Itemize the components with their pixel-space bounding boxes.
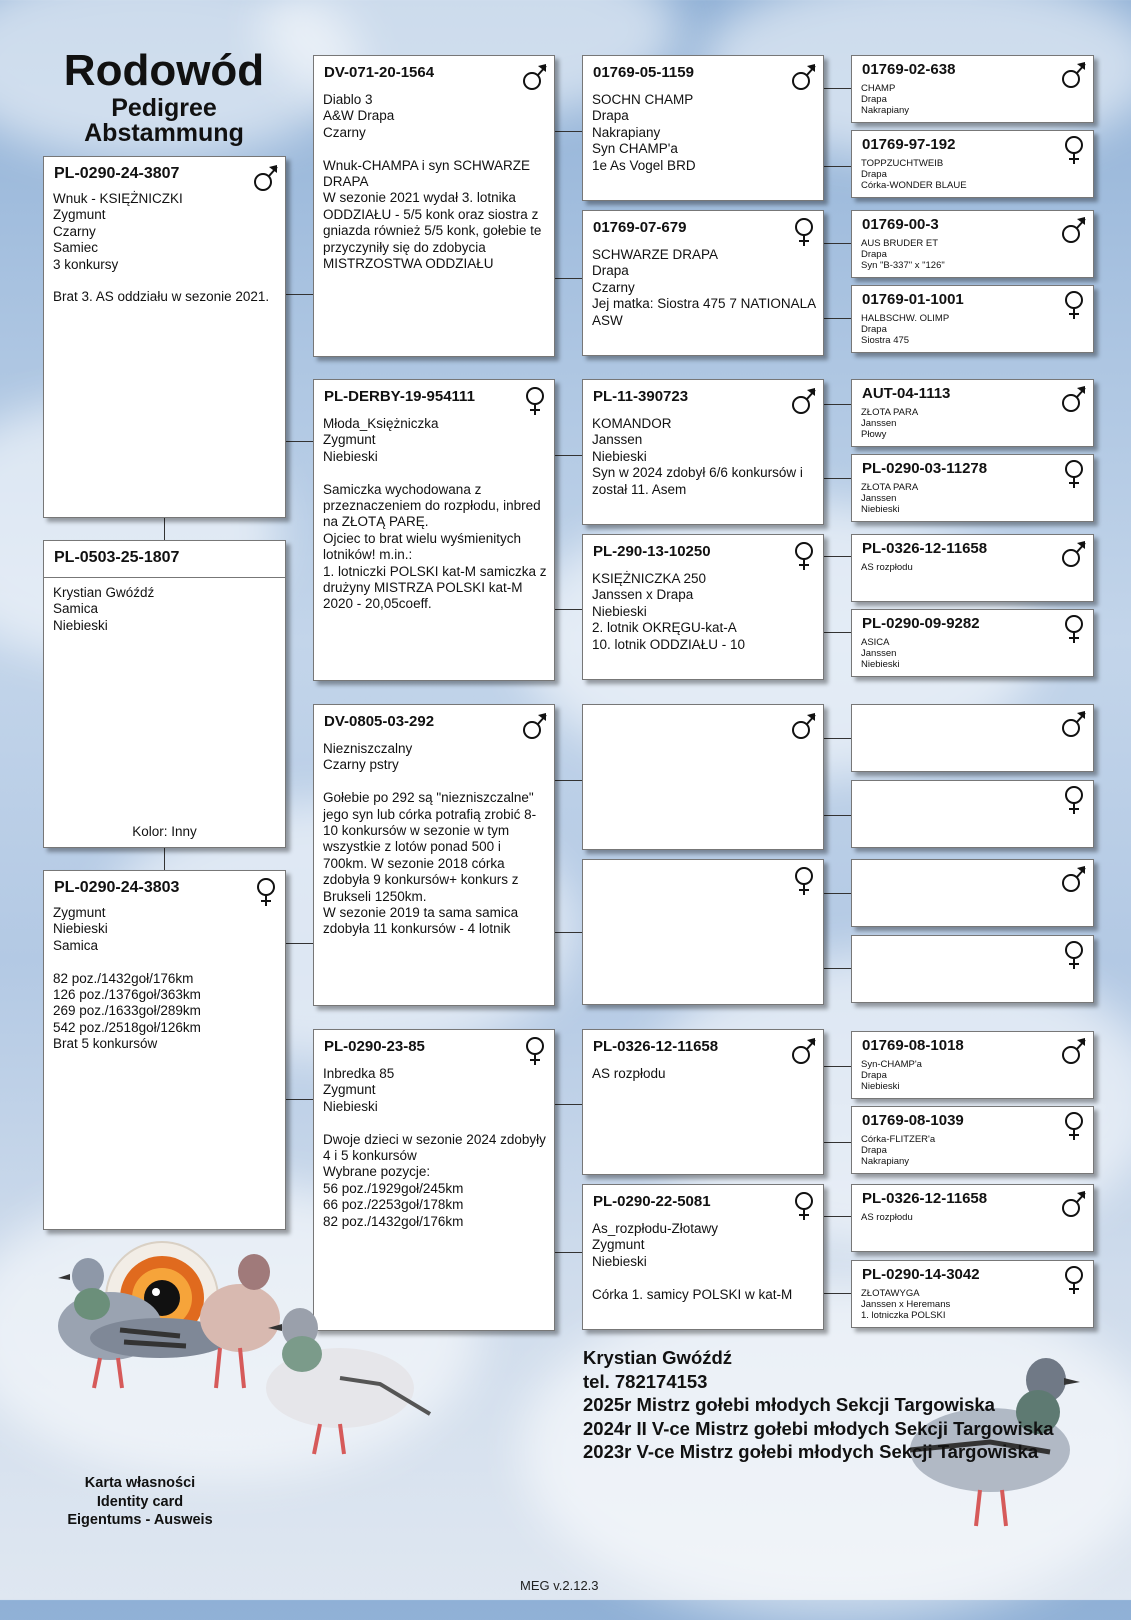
male-icon [791,1036,817,1066]
great-grandparent-ring: 01769-00-3 [862,216,939,233]
male-icon [522,62,548,92]
sibling-divider [44,577,285,578]
female-icon [791,217,817,247]
grandparent-info: AS rozpłodu [592,1066,666,1081]
great-grandparent-info: ZŁOTA PARA Janssen Niebieski [861,482,919,516]
sibling-color: Kolor: Inny [132,824,197,839]
sibling-ring: PL-0503-25-1807 [54,549,180,566]
great-grandparent-info: ASICA Janssen Niebieski [861,637,900,671]
great-grandparent-info: Córka-FLITZER'a Drapa Nakrapiany [861,1134,936,1168]
great-grandparent-ring: 01769-02-638 [862,61,956,78]
grandparent-ring: PL-0326-12-11658 [593,1038,719,1055]
sibling-info: Krystian Gwóźdź Samica Niebieski [53,585,155,633]
parent-ring: PL-DERBY-19-954111 [324,388,475,405]
great-grandparent-ring: AUT-04-1113 [862,385,951,402]
male-icon [791,711,817,741]
great-grandparent-card[interactable] [851,859,1094,927]
great-grandparent-info: ZŁOTAWYGA Janssen x Heremans 1. lotniczka POLSKI [861,1288,951,1322]
main-bird-card[interactable] [43,156,286,518]
main-bird-ring: PL-0290-24-3807 [54,165,180,182]
great-grandparent-card[interactable] [851,704,1094,772]
owner-name: Krystian Gwóźdź [583,1347,733,1368]
great-grandparent-card[interactable] [851,780,1094,848]
grandparent-card[interactable] [582,55,824,201]
sibling-card[interactable] [43,540,286,848]
great-grandparent-info: AS rozpłodu [861,562,913,573]
male-icon [253,163,279,193]
great-grandparent-card[interactable] [851,55,1094,123]
parent-ring: DV-071-20-1564 [324,64,435,81]
parent-info: Młoda_Księżniczka Zygmunt Niebieski Samiczka wychodowana z przeznaczeniem do rozpłodu, inbred na ZŁOTĄ PARĘ. Ojciec to brat wielu wyśmienitych lotników! m.in.: 1. lotniczki POLSKI kat-M samiczka z drużyny MISTRZA POLSKI kat-M 2020 - 20,05coeff. [323,416,547,612]
great-grandparent-card[interactable] [851,1031,1094,1099]
page-subtitle-en: Pedigree [111,94,217,122]
female-icon [791,1191,817,1221]
great-grandparent-card[interactable] [851,454,1094,522]
great-grandparent-card[interactable] [851,130,1094,198]
male-icon [522,711,548,741]
great-grandparent-ring: PL-0290-14-3042 [862,1266,980,1283]
grandparent-card[interactable] [582,1184,824,1330]
great-grandparent-ring: PL-0326-12-11658 [862,1190,988,1207]
parent-ring: PL-0290-23-85 [324,1038,425,1055]
second-bird-info: Zygmunt Niebieski Samica 82 poz./1432goł/176km 126 poz./1376goł/363km 269 poz./1633goł/289km 542 poz./2518goł/126km Brat 5 konkursów [53,905,201,1052]
grandparent-card[interactable] [582,704,824,850]
great-grandparent-ring: 01769-08-1018 [862,1037,964,1054]
great-grandparent-card[interactable] [851,379,1094,447]
parent-info: Diablo 3 A&W Drapa Czarny Wnuk-CHAMPA i syn SCHWARZE DRAPA W sezonie 2021 wydał 3. lotnika ODDZIAŁU - 5/5 konk oraz siostra z gniazda również 5/5 konk, gołebie te przyczyniły się do zdobycia MISTRZOSTWA ODDZIAŁU [323,92,542,272]
great-grandparent-card[interactable] [851,534,1094,602]
grandparent-info: KSIĘŻNICZKA 250 Janssen x Drapa Niebieski 2. lotnik OKRĘGU-kat-A 10. lotnik ODDZIAŁU - 10 [592,571,746,652]
great-grandparent-ring: 01769-08-1039 [862,1112,964,1129]
great-grandparent-card[interactable] [851,210,1094,278]
parent-info: Inbredka 85 Zygmunt Niebieski Dwoje dzieci w sezonie 2024 zdobyły 4 i 5 konkursów Wybrane pozycje: 56 poz./1929goł/245km 66 poz./2253goł/178km 82 poz./1432goł/176km [323,1066,546,1229]
great-grandparent-info: TOPPZUCHTWEIB Drapa Córka-WONDER BLAUE [861,158,967,192]
female-icon [1061,940,1087,970]
great-grandparent-card[interactable] [851,1260,1094,1328]
great-grandparent-card[interactable] [851,935,1094,1003]
great-grandparent-card[interactable] [851,285,1094,353]
identity-card-label [40,1474,240,1530]
page-subtitle-de: Abstammung [84,119,244,147]
female-icon [522,1036,548,1066]
female-icon [791,541,817,571]
owner-achievement: 2024r II V-ce Mistrz gołebi młodych Sekcji Targowiska [583,1417,1054,1439]
owner-info [583,1346,1103,1464]
female-icon [1061,785,1087,815]
grandparent-ring: PL-11-390723 [593,388,689,405]
grandparent-ring: PL-0290-22-5081 [593,1193,711,1210]
grandparent-info: SCHWARZE DRAPA Drapa Czarny Jej matka: Siostra 475 7 NATIONALA ASW [592,247,816,328]
great-grandparent-info: AS rozpłodu [861,1212,913,1223]
main-bird-info: Wnuk - KSIĘŻNICZKI Zygmunt Czarny Samiec 3 konkursy Brat 3. AS oddziału w sezonie 2021. [53,191,270,305]
owner-phone: tel. 782174153 [583,1370,708,1392]
grandparent-card[interactable] [582,1029,824,1175]
male-icon [791,62,817,92]
grandparent-card[interactable] [582,210,824,356]
great-grandparent-card[interactable] [851,1184,1094,1252]
grandparent-info: SOCHN CHAMP Drapa Nakrapiany Syn CHAMP'a 1e As Vogel BRD [592,92,696,173]
page-title: Rodowód [63,46,265,95]
male-icon [1061,864,1087,894]
grandparent-card[interactable] [582,379,824,525]
owner-achievement: 2023r V-ce Mistrz gołebi młodych Sekcji Targowiska [583,1441,1039,1462]
great-grandparent-info: HALBSCHW. OLIMP Drapa Siostra 475 [861,313,950,347]
owner-achievement: 2025r Mistrz gołebi młodych Sekcji Targowiska [583,1394,995,1415]
identity-card-line: Karta własności [84,1475,196,1491]
grandparent-card[interactable] [582,534,824,680]
parent-ring: DV-0805-03-292 [324,713,435,730]
grandparent-info: KOMANDOR Janssen Niebieski Syn w 2024 zdobył 6/6 konkursów i został 11. Asem [592,416,803,497]
great-grandparent-card[interactable] [851,1106,1094,1174]
identity-card-line: Eigentums - Ausweis [67,1512,213,1528]
parent-info: Niezniszczalny Czarny pstry Gołebie po 292 są "niezniszczalne" jego syn lub córka potrafią zrobić 8-10 konkursów w sezonie w tym wszystkie z lotów ponad 500 i 700km. W sezonie 2018 córka zdobyła 9 konkursów+ konkurs z Brukseli 1250km. W sezonie 2019 ta sama samica zdobyła 11 konkursów - 4 lotnik [323,741,537,937]
grandparent-info: As_rozpłodu-Złotawy Zygmunt Niebieski Córka 1. samicy POLSKI w kat-M [592,1221,793,1302]
great-grandparent-ring: PL-0326-12-11658 [862,540,988,557]
male-icon [791,386,817,416]
great-grandparent-info: AUS BRUDER ET Drapa Syn "B-337" x "126" [861,238,945,272]
grandparent-card[interactable] [582,859,824,1005]
pigeons-illustration [40,1238,470,1468]
great-grandparent-ring: PL-0290-09-9282 [862,615,980,632]
parent-card[interactable] [313,55,555,357]
grandparent-ring: PL-290-13-10250 [593,543,711,560]
grandparent-ring: 01769-05-1159 [593,64,694,81]
great-grandparent-info: CHAMP Drapa Nakrapiany [861,83,910,117]
parent-card[interactable] [313,379,555,681]
identity-card-line: Identity card [96,1493,184,1510]
second-bird-card[interactable] [43,870,286,1230]
great-grandparent-info: Syn-CHAMP'a Drapa Niebieski [861,1059,922,1093]
female-icon [791,866,817,896]
great-grandparent-ring: PL-0290-03-11278 [862,460,988,477]
second-bird-ring: PL-0290-24-3803 [54,879,180,896]
version-label: MEG v.2.12.3 [520,1578,599,1593]
male-icon [1061,709,1087,739]
great-grandparent-info: ZŁOTA PARA Janssen Płowy [861,407,919,441]
female-icon [522,386,548,416]
female-icon [253,877,279,907]
grandparent-ring: 01769-07-679 [593,219,687,236]
great-grandparent-ring: 01769-01-1001 [862,291,964,308]
great-grandparent-card[interactable] [851,609,1094,677]
parent-card[interactable] [313,704,555,1006]
great-grandparent-ring: 01769-97-192 [862,136,956,153]
